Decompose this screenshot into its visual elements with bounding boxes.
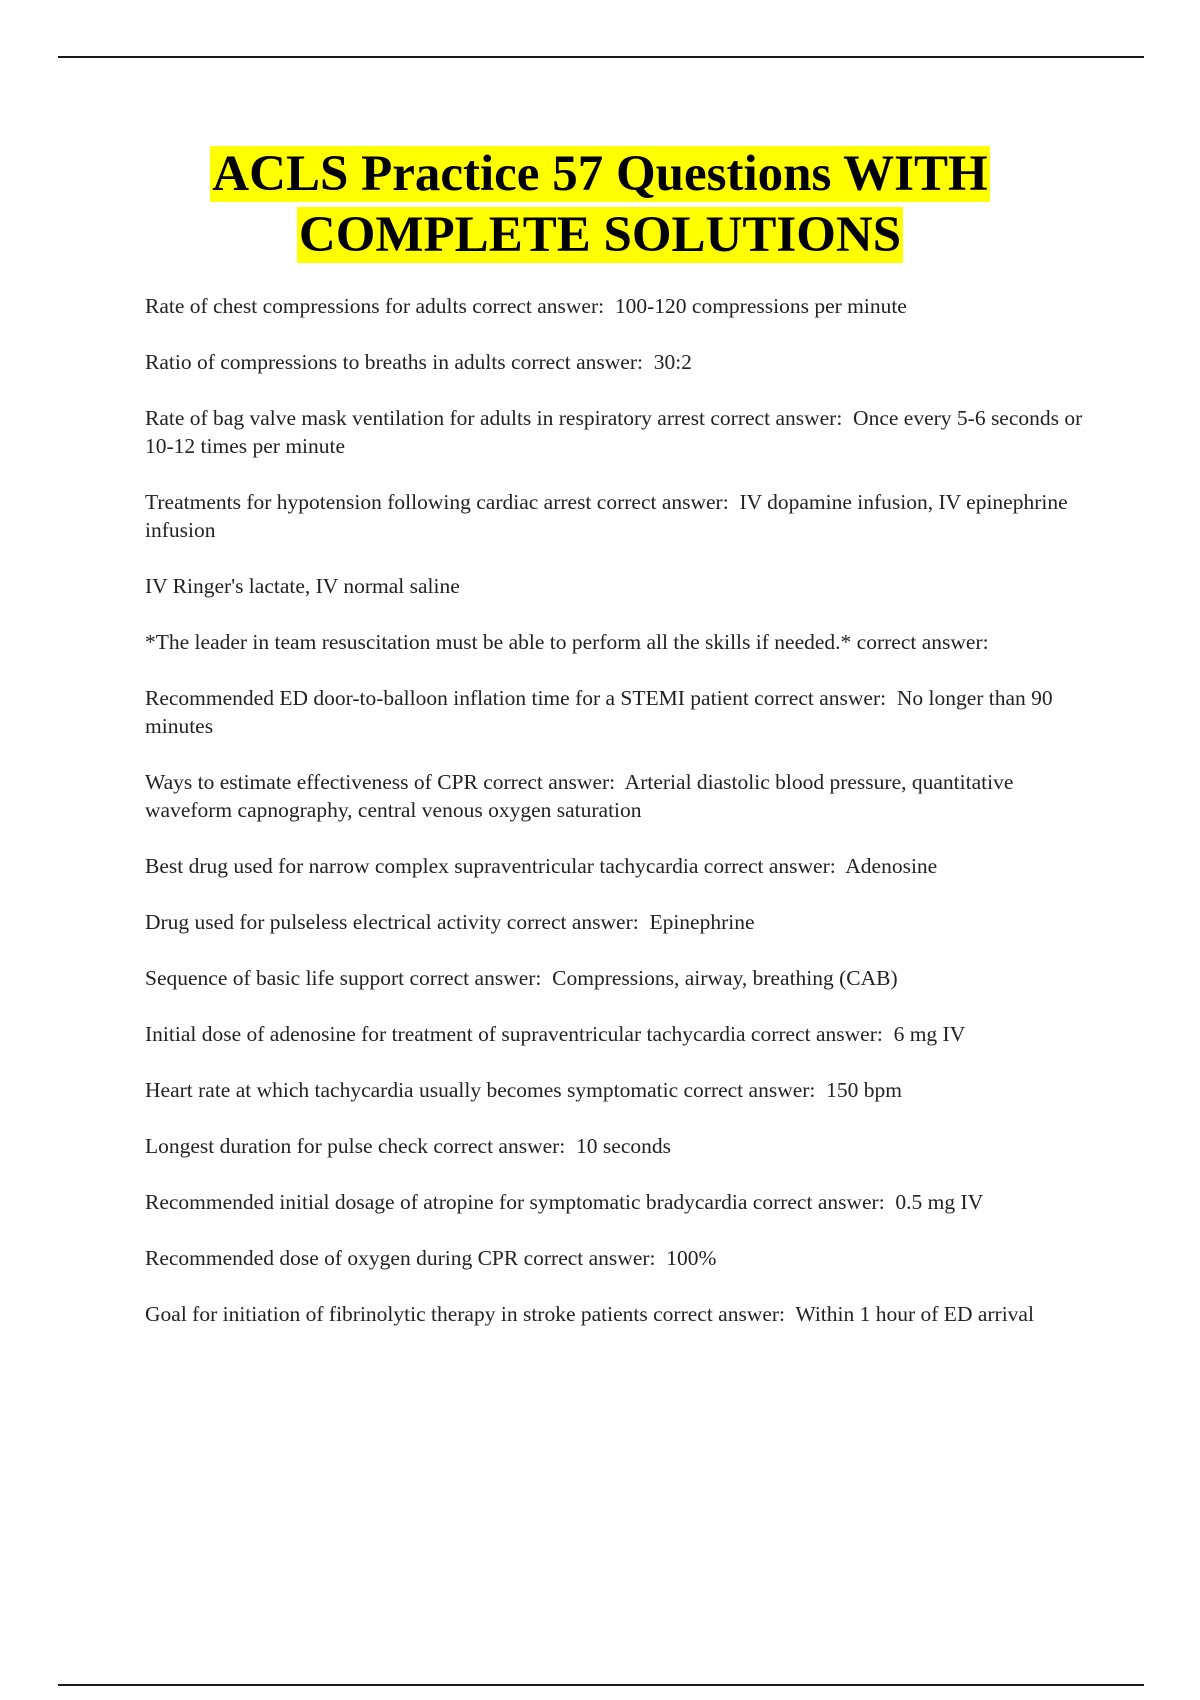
qa-item: Ratio of compressions to breaths in adults correct answer: 30:2 (145, 350, 692, 374)
title-line-1: ACLS Practice 57 Questions WITH (212, 146, 988, 202)
qa-item: Initial dose of adenosine for treatment of supraventricular tachycardia correct answer: 6 mg IV (145, 1022, 966, 1046)
qa-item: Drug used for pulseless electrical activity correct answer: Epinephrine (145, 910, 755, 934)
qa-item: Goal for initiation of fibrinolytic therapy in stroke patients correct answer: Within 1 hour of ED arrival (145, 1302, 1034, 1326)
question-list (145, 292, 1095, 1356)
bottom-divider (58, 1684, 1144, 1686)
qa-item: IV Ringer's lactate, IV normal saline (145, 574, 460, 598)
title-line-2: COMPLETE SOLUTIONS (298, 207, 902, 263)
qa-item: Sequence of basic life support correct answer: Compressions, airway, breathing (CAB) (145, 966, 898, 990)
top-divider (58, 56, 1144, 58)
qa-item: Treatments for hypotension following cardiac arrest correct answer: IV dopamine infusion, IV epinephrine infusion (145, 490, 1074, 542)
qa-item: Longest duration for pulse check correct answer: 10 seconds (145, 1134, 671, 1158)
qa-item: Recommended ED door-to-balloon inflation time for a STEMI patient correct answer: No longer than 90 minutes (145, 686, 1059, 738)
qa-item: Rate of bag valve mask ventilation for adults in respiratory arrest correct answer: Once every 5-6 seconds or 10-12 times per minute (145, 406, 1088, 458)
qa-item: Recommended dose of oxygen during CPR correct answer: 100% (145, 1246, 717, 1270)
qa-item: *The leader in team resuscitation must be able to perform all the skills if needed.* correct answer: (145, 630, 989, 654)
qa-item: Best drug used for narrow complex supraventricular tachycardia correct answer: Adenosine (145, 854, 938, 878)
qa-item: Rate of chest compressions for adults correct answer: 100-120 compressions per minute (145, 294, 907, 318)
qa-item: Ways to estimate effectiveness of CPR correct answer: Arterial diastolic blood pressure, quantitative waveform capnography, central venous oxygen saturation (145, 770, 1019, 822)
qa-item: Recommended initial dosage of atropine for symptomatic bradycardia correct answer: 0.5 mg IV (145, 1190, 984, 1214)
qa-item: Heart rate at which tachycardia usually becomes symptomatic correct answer: 150 bpm (145, 1078, 902, 1102)
document-title (0, 144, 1200, 266)
